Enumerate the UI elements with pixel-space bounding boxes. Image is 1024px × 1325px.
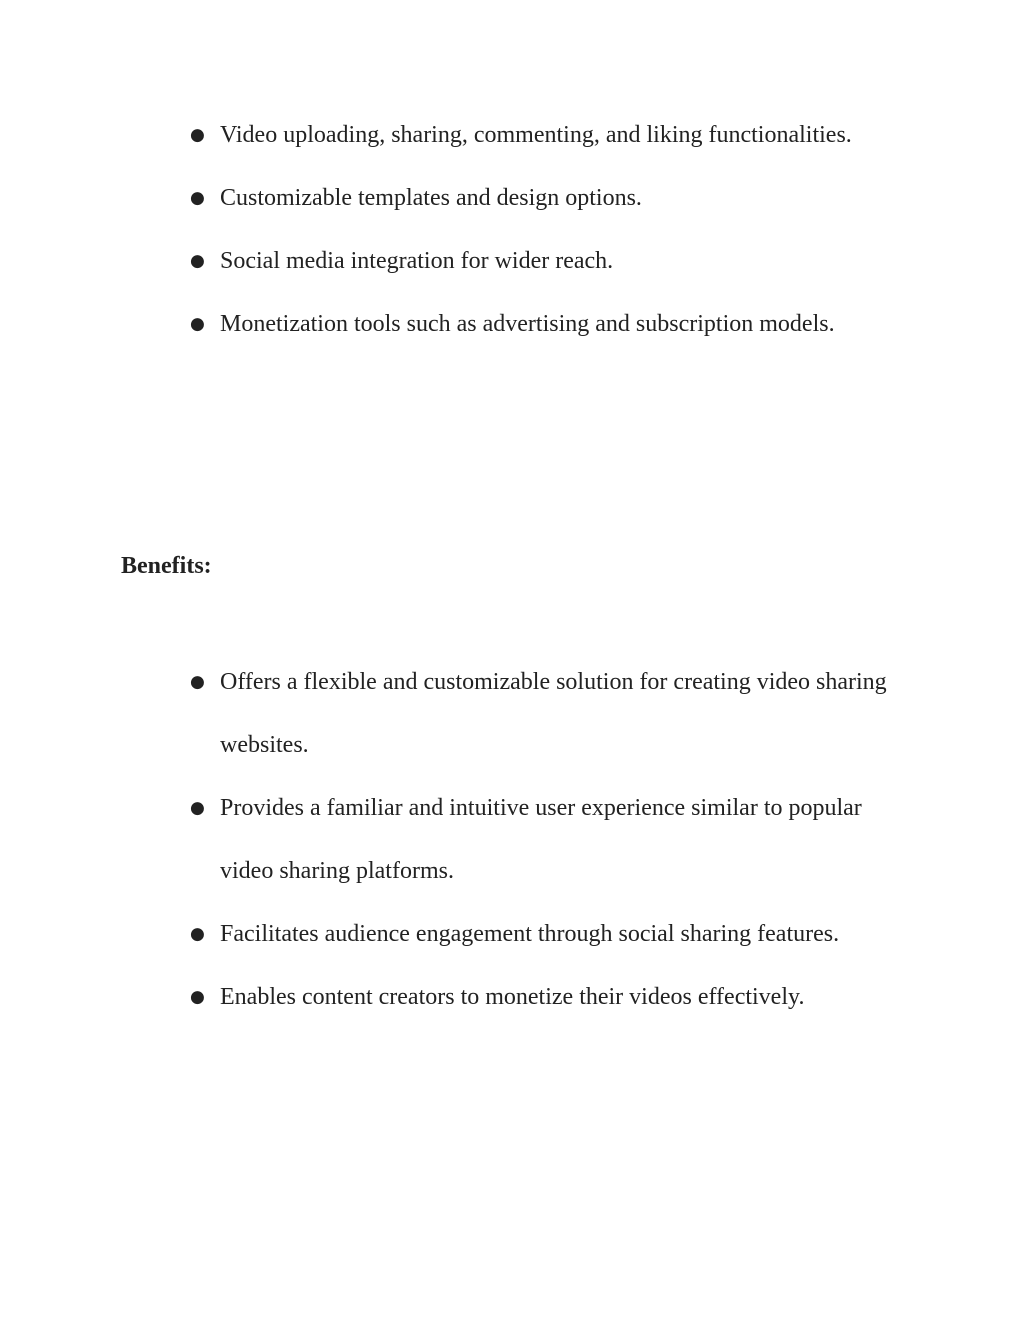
benefits-heading: Benefits: (121, 553, 212, 579)
list-item-text: Offers a flexible and customizable solution for creating video sharing websites. (220, 669, 887, 758)
list-item (190, 777, 910, 903)
list-item-text: Customizable templates and design options. (220, 185, 642, 211)
list-item-text: Monetization tools such as advertising and subscription models. (220, 311, 835, 337)
bullet-icon: ● (190, 672, 205, 692)
bullet-icon: ● (190, 924, 205, 944)
list-item (190, 966, 910, 1029)
list-item (190, 104, 910, 167)
list-item (190, 903, 910, 966)
list-item-text: Provides a familiar and intuitive user experience similar to popular video sharing platforms. (220, 795, 862, 884)
list-item (190, 293, 910, 356)
bullet-icon: ● (190, 987, 205, 1007)
list-item-text: Video uploading, sharing, commenting, and liking functionalities. (220, 122, 852, 148)
list-item-text: Social media integration for wider reach. (220, 248, 614, 274)
bullet-icon: ● (190, 314, 205, 334)
list-item (190, 651, 910, 777)
list-item-text: Facilitates audience engagement through social sharing features. (220, 921, 840, 947)
list-item (190, 167, 910, 230)
benefits-list (190, 651, 910, 1029)
bullet-icon: ● (190, 125, 205, 145)
bullet-icon: ● (190, 251, 205, 271)
bullet-icon: ● (190, 798, 205, 818)
bullet-icon: ● (190, 188, 205, 208)
features-list (190, 104, 910, 356)
list-item (190, 230, 910, 293)
list-item-text: Enables content creators to monetize their videos effectively. (220, 984, 805, 1010)
